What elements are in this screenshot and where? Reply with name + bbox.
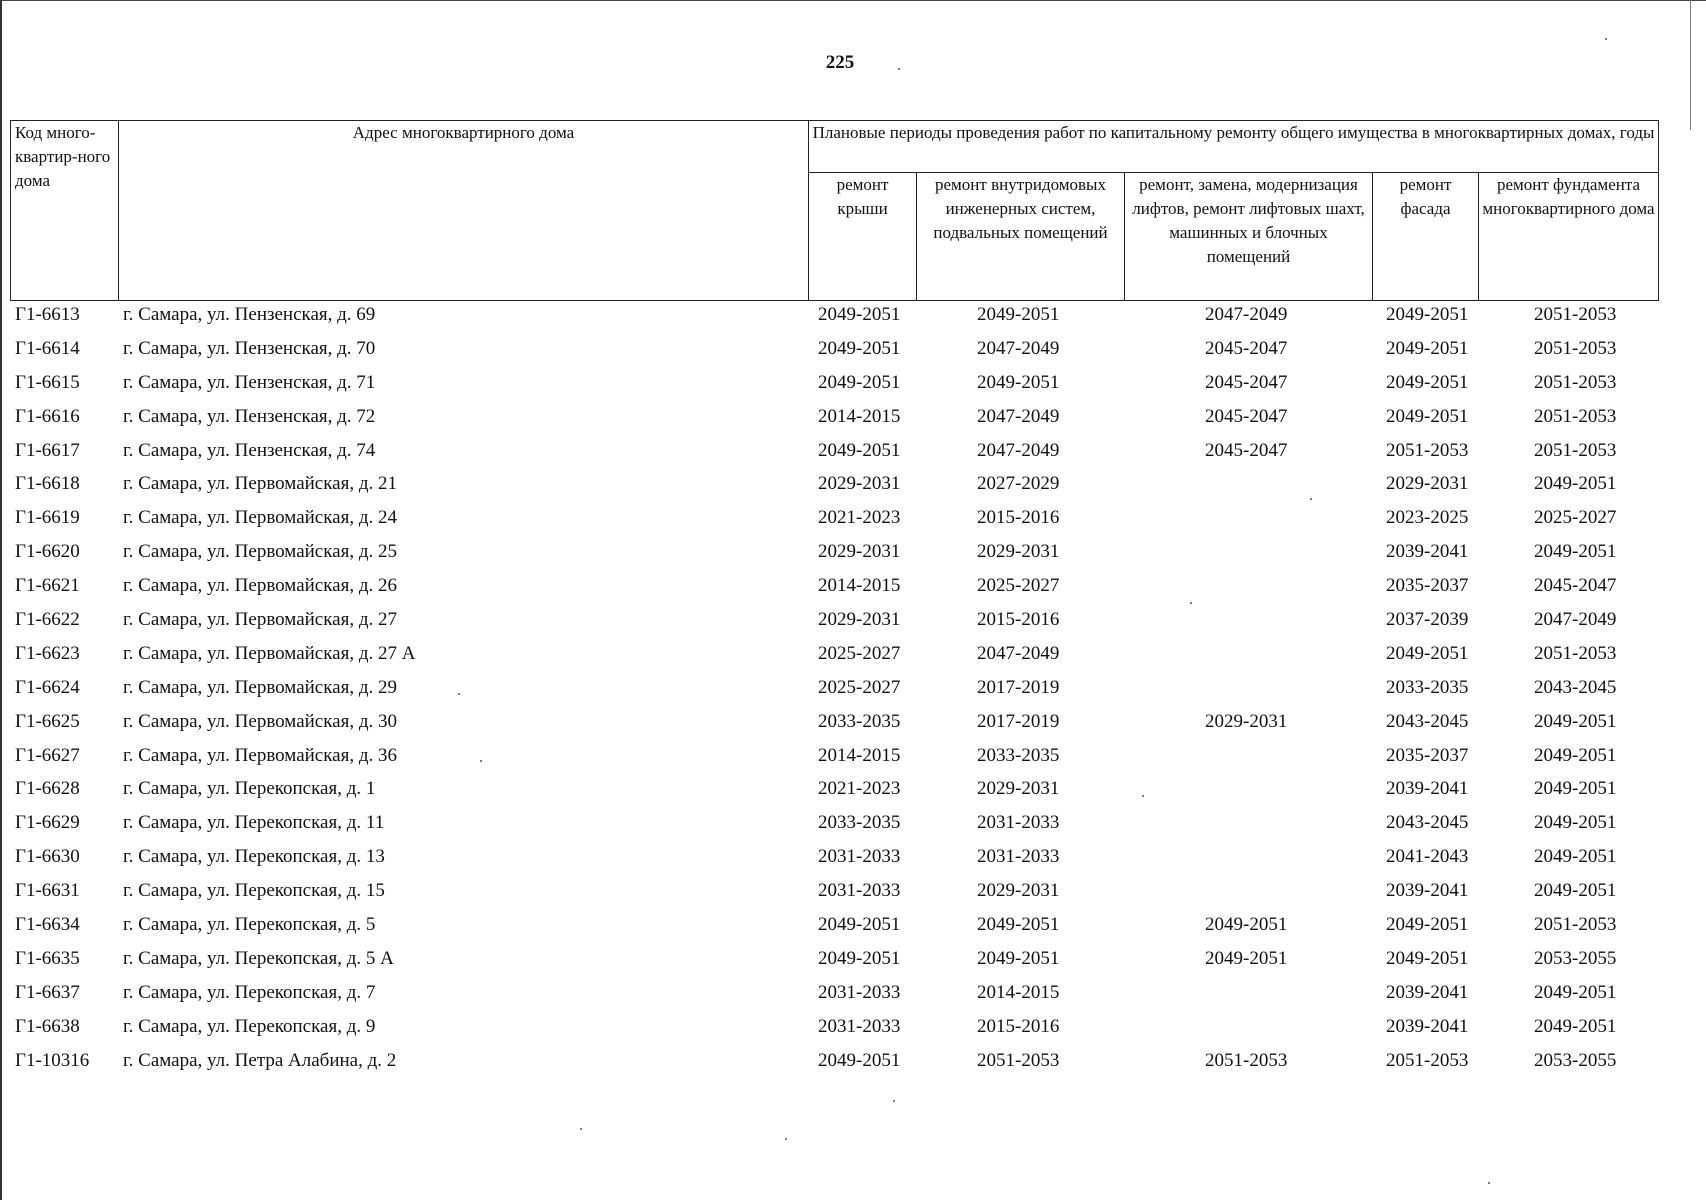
- cell-address: г. Самара, ул. Первомайская, д. 21: [123, 473, 398, 495]
- cell-engineering: 2015-2016: [977, 1015, 1060, 1037]
- table-row: [10, 912, 1662, 946]
- table-row: [10, 641, 1662, 675]
- cell-address: г. Самара, ул. Перекопская, д. 5 А: [123, 947, 394, 969]
- cell-code: Г1-6617: [15, 439, 80, 461]
- cell-lifts: 2045-2047: [1205, 439, 1288, 461]
- cell-code: Г1-6620: [15, 541, 80, 563]
- scan-speck: [893, 1100, 895, 1102]
- cell-engineering: 2047-2049: [977, 439, 1060, 461]
- table-row: [10, 810, 1662, 844]
- cell-address: г. Самара, ул. Петра Алабина, д. 2: [123, 1049, 397, 1071]
- cell-address: г. Самара, ул. Пензенская, д. 70: [123, 337, 376, 359]
- table-row: [10, 844, 1662, 878]
- header-periods: Плановые периоды проведения работ по капитальному ремонту общего имущества в многоквартирных домах, годы: [809, 121, 1659, 173]
- cell-foundation: 2051-2053: [1534, 371, 1617, 393]
- cell-facade: 2039-2041: [1386, 880, 1469, 902]
- cell-engineering: 2047-2049: [977, 405, 1060, 427]
- cell-roof: 2049-2051: [818, 1049, 901, 1071]
- cell-address: г. Самара, ул. Перекопская, д. 13: [123, 846, 385, 868]
- table-row: [10, 336, 1662, 370]
- table-row: [10, 743, 1662, 777]
- table-body: [10, 302, 1662, 1081]
- cell-foundation: 2045-2047: [1534, 575, 1617, 597]
- cell-roof: 2014-2015: [818, 744, 901, 766]
- cell-foundation: 2051-2053: [1534, 304, 1617, 325]
- table-row: [10, 573, 1662, 607]
- cell-lifts: 2047-2049: [1205, 304, 1288, 325]
- cell-code: Г1-6631: [15, 880, 80, 902]
- scan-speck: [785, 1138, 787, 1140]
- cell-lifts: 2045-2047: [1205, 371, 1288, 393]
- cell-foundation: 2049-2051: [1534, 1015, 1617, 1037]
- cell-roof: 2021-2023: [818, 778, 901, 800]
- cell-foundation: 2049-2051: [1534, 981, 1617, 1003]
- cell-facade: 2039-2041: [1386, 981, 1469, 1003]
- cell-foundation: 2049-2051: [1534, 846, 1617, 868]
- header-code: Код много-квартир-ного дома: [11, 121, 119, 301]
- table-row: [10, 709, 1662, 743]
- table-row: [10, 946, 1662, 980]
- cell-facade: 2035-2037: [1386, 575, 1469, 597]
- cell-roof: 2033-2035: [818, 710, 901, 732]
- cell-facade: 2039-2041: [1386, 1015, 1469, 1037]
- scan-speck: [1605, 38, 1607, 40]
- cell-roof: 2049-2051: [818, 947, 901, 969]
- cell-facade: 2051-2053: [1386, 1049, 1469, 1071]
- header-roof: ремонт крыши: [809, 173, 917, 301]
- cell-lifts: 2029-2031: [1205, 710, 1288, 732]
- cell-foundation: 2051-2053: [1534, 439, 1617, 461]
- cell-foundation: 2049-2051: [1534, 744, 1617, 766]
- cell-facade: 2049-2051: [1386, 914, 1469, 936]
- cell-address: г. Самара, ул. Первомайская, д. 29: [123, 676, 398, 698]
- cell-facade: 2051-2053: [1386, 439, 1469, 461]
- cell-facade: 2049-2051: [1386, 304, 1469, 325]
- cell-address: г. Самара, ул. Пензенская, д. 71: [123, 371, 376, 393]
- scan-speck: [898, 68, 900, 70]
- cell-engineering: 2017-2019: [977, 710, 1060, 732]
- cell-code: Г1-6622: [15, 609, 80, 631]
- cell-engineering: 2025-2027: [977, 575, 1060, 597]
- cell-facade: 2039-2041: [1386, 541, 1469, 563]
- cell-engineering: 2051-2053: [977, 1049, 1060, 1071]
- cell-roof: 2029-2031: [818, 473, 901, 495]
- cell-foundation: 2049-2051: [1534, 880, 1617, 902]
- table-row: [10, 607, 1662, 641]
- cell-address: г. Самара, ул. Первомайская, д. 25: [123, 541, 398, 563]
- cell-foundation: 2053-2055: [1534, 947, 1617, 969]
- cell-foundation: 2051-2053: [1534, 642, 1617, 664]
- cell-address: г. Самара, ул. Перекопская, д. 15: [123, 880, 385, 902]
- cell-engineering: 2014-2015: [977, 981, 1060, 1003]
- cell-code: Г1-6614: [15, 337, 80, 359]
- cell-facade: 2049-2051: [1386, 405, 1469, 427]
- cell-roof: 2029-2031: [818, 609, 901, 631]
- header-foundation: ремонт фундамента многоквартирного дома: [1479, 173, 1659, 301]
- scan-speck: [1190, 602, 1192, 604]
- cell-code: Г1-6624: [15, 676, 80, 698]
- cell-engineering: 2015-2016: [977, 609, 1060, 631]
- cell-address: г. Самара, ул. Перекопская, д. 11: [123, 812, 385, 834]
- header-lifts: ремонт, замена, модернизация лифтов, ремонт лифтовых шахт, машинных и блочных помещений: [1125, 173, 1373, 301]
- cell-roof: 2031-2033: [818, 1015, 901, 1037]
- cell-foundation: 2049-2051: [1534, 541, 1617, 563]
- cell-engineering: 2015-2016: [977, 507, 1060, 529]
- cell-foundation: 2049-2051: [1534, 473, 1617, 495]
- cell-foundation: 2043-2045: [1534, 676, 1617, 698]
- table-header: [10, 120, 1659, 301]
- cell-code: Г1-6627: [15, 744, 80, 766]
- cell-lifts: 2049-2051: [1205, 914, 1288, 936]
- cell-engineering: 2033-2035: [977, 744, 1060, 766]
- cell-engineering: 2031-2033: [977, 846, 1060, 868]
- cell-code: Г1-6630: [15, 846, 80, 868]
- cell-code: Г1-6616: [15, 405, 80, 427]
- scan-speck: [1310, 498, 1312, 500]
- cell-address: г. Самара, ул. Пензенская, д. 69: [123, 304, 376, 325]
- cell-roof: 2049-2051: [818, 439, 901, 461]
- cell-lifts: 2049-2051: [1205, 947, 1288, 969]
- table-row: [10, 776, 1662, 810]
- cell-facade: 2049-2051: [1386, 642, 1469, 664]
- scan-speck: [458, 693, 460, 695]
- table-row: [10, 505, 1662, 539]
- cell-roof: 2033-2035: [818, 812, 901, 834]
- cell-facade: 2049-2051: [1386, 337, 1469, 359]
- cell-code: Г1-6613: [15, 304, 80, 325]
- cell-code: Г1-6635: [15, 947, 80, 969]
- cell-address: г. Самара, ул. Перекопская, д. 9: [123, 1015, 376, 1037]
- cell-facade: 2029-2031: [1386, 473, 1469, 495]
- cell-address: г. Самара, ул. Первомайская, д. 26: [123, 575, 398, 597]
- cell-code: Г1-6615: [15, 371, 80, 393]
- cell-facade: 2049-2051: [1386, 947, 1469, 969]
- cell-code: Г1-6634: [15, 914, 80, 936]
- table-row: [10, 404, 1662, 438]
- cell-roof: 2049-2051: [818, 337, 901, 359]
- cell-foundation: 2025-2027: [1534, 507, 1617, 529]
- cell-facade: 2035-2037: [1386, 744, 1469, 766]
- scan-speck: [580, 1128, 582, 1130]
- cell-facade: 2037-2039: [1386, 609, 1469, 631]
- cell-code: Г1-6625: [15, 710, 80, 732]
- table-row: [10, 438, 1662, 472]
- table-row: [10, 675, 1662, 709]
- cell-lifts: 2051-2053: [1205, 1049, 1288, 1071]
- cell-roof: 2029-2031: [818, 541, 901, 563]
- cell-facade: 2043-2045: [1386, 812, 1469, 834]
- cell-roof: 2025-2027: [818, 676, 901, 698]
- cell-roof: 2031-2033: [818, 846, 901, 868]
- cell-address: г. Самара, ул. Первомайская, д. 24: [123, 507, 398, 529]
- cell-foundation: 2051-2053: [1534, 337, 1617, 359]
- cell-code: Г1-6629: [15, 812, 80, 834]
- header-engineering: ремонт внутридомовых инженерных систем, подвальных помещений: [917, 173, 1125, 301]
- page-number: 225: [825, 52, 855, 73]
- cell-engineering: 2047-2049: [977, 642, 1060, 664]
- cell-code: Г1-6637: [15, 981, 80, 1003]
- cell-foundation: 2049-2051: [1534, 710, 1617, 732]
- cell-address: г. Самара, ул. Перекопская, д. 1: [123, 778, 376, 800]
- cell-lifts: 2045-2047: [1205, 337, 1288, 359]
- table-row: [10, 1014, 1662, 1048]
- cell-roof: 2014-2015: [818, 405, 901, 427]
- cell-foundation: 2051-2053: [1534, 405, 1617, 427]
- cell-foundation: 2047-2049: [1534, 609, 1617, 631]
- cell-roof: 2021-2023: [818, 507, 901, 529]
- cell-foundation: 2049-2051: [1534, 778, 1617, 800]
- cell-roof: 2025-2027: [818, 642, 901, 664]
- cell-engineering: 2027-2029: [977, 473, 1060, 495]
- cell-address: г. Самара, ул. Перекопская, д. 5: [123, 914, 376, 936]
- cell-address: г. Самара, ул. Первомайская, д. 27 А: [123, 642, 416, 664]
- cell-address: г. Самара, ул. Первомайская, д. 30: [123, 710, 398, 732]
- cell-engineering: 2017-2019: [977, 676, 1060, 698]
- scan-speck: [480, 760, 482, 762]
- cell-engineering: 2029-2031: [977, 541, 1060, 563]
- cell-roof: 2049-2051: [818, 371, 901, 393]
- cell-code: Г1-6638: [15, 1015, 80, 1037]
- cell-code: Г1-6623: [15, 642, 80, 664]
- cell-roof: 2049-2051: [818, 304, 901, 325]
- cell-roof: 2031-2033: [818, 981, 901, 1003]
- cell-roof: 2014-2015: [818, 575, 901, 597]
- table-row: [10, 471, 1662, 505]
- cell-code: Г1-6619: [15, 507, 80, 529]
- cell-address: г. Самара, ул. Пензенская, д. 72: [123, 405, 376, 427]
- cell-facade: 2049-2051: [1386, 371, 1469, 393]
- table-row: [10, 370, 1662, 404]
- cell-foundation: 2051-2053: [1534, 914, 1617, 936]
- cell-address: г. Самара, ул. Перекопская, д. 7: [123, 981, 376, 1003]
- table-row: [10, 980, 1662, 1014]
- cell-facade: 2039-2041: [1386, 778, 1469, 800]
- header-facade: ремонт фасада: [1373, 173, 1479, 301]
- table-row: [10, 878, 1662, 912]
- cell-address: г. Самара, ул. Первомайская, д. 27: [123, 609, 398, 631]
- cell-facade: 2033-2035: [1386, 676, 1469, 698]
- scan-speck: [1142, 795, 1144, 797]
- cell-engineering: 2049-2051: [977, 304, 1060, 325]
- cell-engineering: 2029-2031: [977, 880, 1060, 902]
- cell-code: Г1-10316: [15, 1049, 90, 1071]
- cell-engineering: 2029-2031: [977, 778, 1060, 800]
- cell-engineering: 2049-2051: [977, 947, 1060, 969]
- cell-lifts: 2045-2047: [1205, 405, 1288, 427]
- table-row: [10, 302, 1662, 336]
- cell-code: Г1-6621: [15, 575, 80, 597]
- cell-address: г. Самара, ул. Первомайская, д. 36: [123, 744, 398, 766]
- cell-facade: 2043-2045: [1386, 710, 1469, 732]
- cell-code: Г1-6628: [15, 778, 80, 800]
- cell-address: г. Самара, ул. Пензенская, д. 74: [123, 439, 376, 461]
- cell-engineering: 2031-2033: [977, 812, 1060, 834]
- cell-code: Г1-6618: [15, 473, 80, 495]
- header-address: Адрес многоквартирного дома: [119, 121, 809, 301]
- page-top-border: [0, 0, 1706, 1]
- table-row: [10, 1048, 1662, 1082]
- cell-facade: 2041-2043: [1386, 846, 1469, 868]
- scan-speck: [1488, 1182, 1490, 1184]
- cell-roof: 2049-2051: [818, 914, 901, 936]
- cell-engineering: 2047-2049: [977, 337, 1060, 359]
- cell-facade: 2023-2025: [1386, 507, 1469, 529]
- page-left-border: [0, 0, 2, 1200]
- cell-engineering: 2049-2051: [977, 914, 1060, 936]
- cell-engineering: 2049-2051: [977, 371, 1060, 393]
- page-right-border: [1690, 0, 1691, 130]
- table-row: [10, 539, 1662, 573]
- cell-roof: 2031-2033: [818, 880, 901, 902]
- cell-foundation: 2049-2051: [1534, 812, 1617, 834]
- cell-foundation: 2053-2055: [1534, 1049, 1617, 1071]
